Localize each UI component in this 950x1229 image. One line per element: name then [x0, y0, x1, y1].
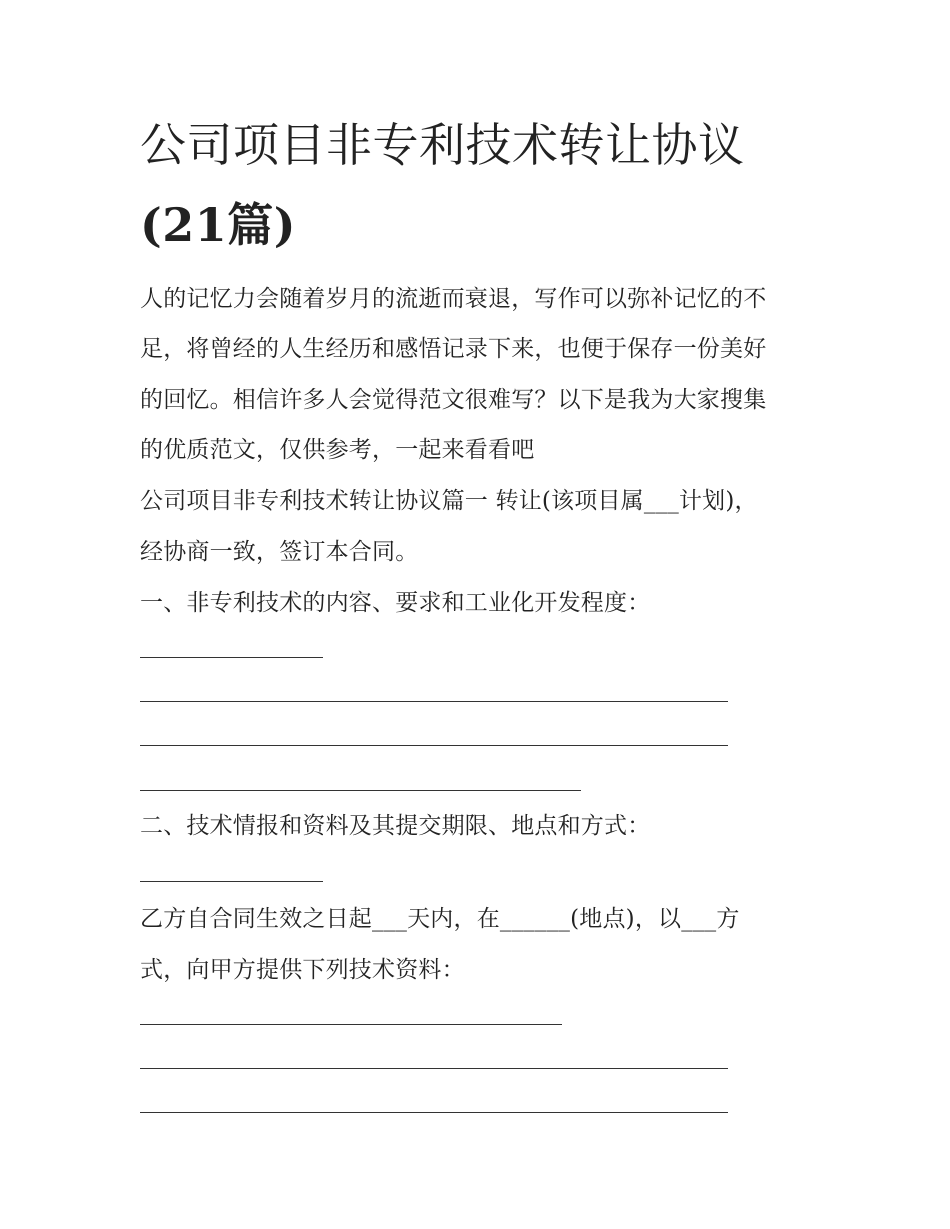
intro-paragraph-line: 人的记忆力会随着岁月的流逝而衰退，写作可以弥补记忆的不 [140, 286, 767, 312]
intro-paragraph-line: 的回忆。相信许多人会觉得范文很难写？以下是我为大家搜集 [140, 387, 767, 413]
section2-body-line: 式，向甲方提供下列技术资料： [140, 957, 465, 983]
blank-fill-line [140, 881, 323, 882]
article-intro-line: 经协商一致，签订本合同。 [140, 539, 419, 565]
section2-heading: 二、技术情报和资料及其提交期限、地点和方式： [140, 813, 651, 839]
intro-paragraph-line: 的优质范文，仅供参考，一起来看看吧 [140, 437, 535, 463]
blank-fill-line [140, 1112, 728, 1113]
document-title: 公司项目非专利技术转让协议 [140, 118, 745, 172]
blank-fill-line [140, 745, 728, 746]
blank-fill-line [140, 701, 728, 702]
blank-fill-line [140, 1068, 728, 1069]
document-title-count: (21篇) [140, 198, 297, 252]
blank-fill-line [140, 657, 323, 658]
intro-paragraph-line: 足，将曾经的人生经历和感悟记录下来，也便于保存一份美好 [140, 336, 767, 362]
blank-fill-line [140, 790, 581, 791]
blank-fill-line [140, 1024, 562, 1025]
article-intro-line: 公司项目非专利技术转让协议篇一 转让(该项目属___计划)， [140, 488, 758, 514]
section2-body-line: 乙方自合同生效之日起___天内，在______(地点)，以___方 [140, 906, 740, 932]
section1-heading: 一、非专利技术的内容、要求和工业化开发程度： [140, 590, 651, 616]
